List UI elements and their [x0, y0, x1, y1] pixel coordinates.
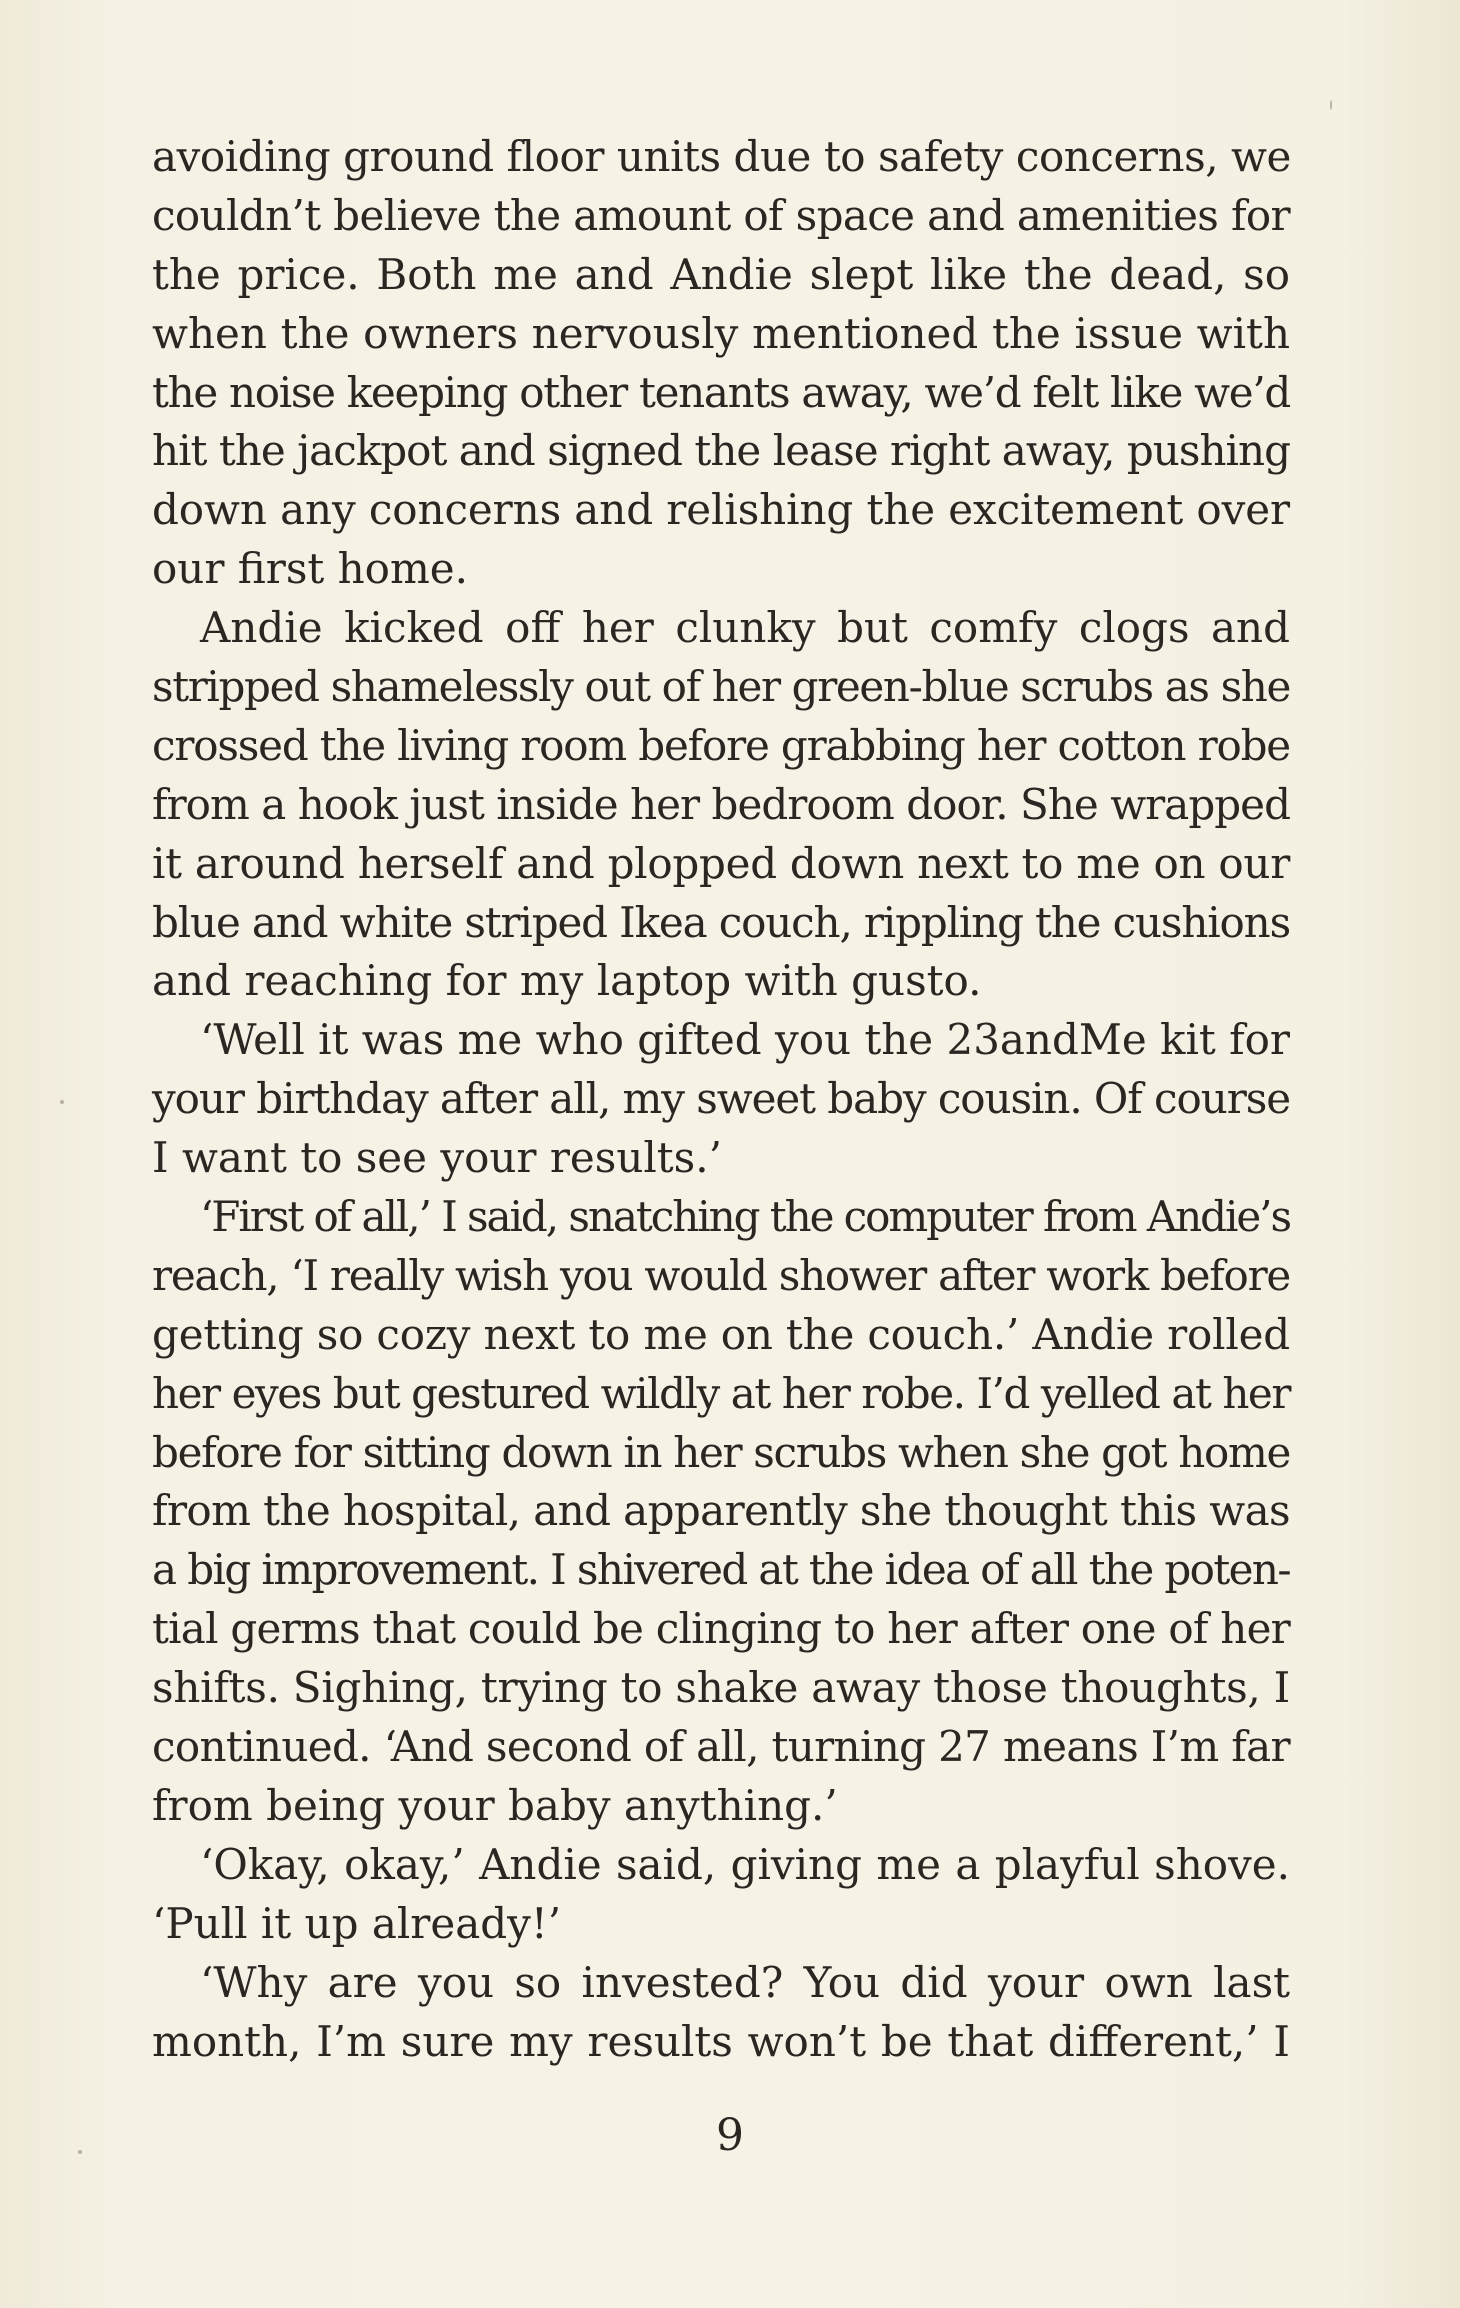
paper-speck: [60, 1100, 64, 1104]
text-line: a big improvement. I shivered at the idea of all the poten-: [152, 1545, 1290, 1595]
text-line: ‘Well it was me who gifted you the 23andMe kit for: [200, 1015, 1290, 1065]
text-line: reach, ‘I really wish you would shower after work before: [152, 1250, 1290, 1300]
text-line: ‘Okay, okay,’ Andie said, giving me a playful shove.: [200, 1839, 1290, 1889]
text-line: ‘Why are you so invested? You did your own last: [200, 1957, 1290, 2007]
text-line: your birthday after all, my sweet baby cousin. Of course: [152, 1074, 1290, 1124]
text-line: from being your baby anything.’: [152, 1780, 838, 1830]
text-line: our first home.: [152, 544, 469, 594]
text-line: blue and white striped Ikea couch, rippling the cushions: [152, 897, 1290, 947]
paper-speck: [1330, 100, 1332, 110]
page-number: 9: [716, 2110, 744, 2161]
text-line: month, I’m sure my results won’t be that different,’ I: [152, 2016, 1290, 2066]
text-line: crossed the living room before grabbing her cotton robe: [152, 720, 1290, 770]
text-line: continued. ‘And second of all, turning 27 means I’m far: [152, 1722, 1290, 1772]
text-line: ‘Pull it up already!’: [152, 1898, 562, 1948]
text-line: the noise keeping other tenants away, we’d felt like we’d: [152, 367, 1290, 417]
text-line: ‘First of all,’ I said, snatching the computer from Andie’s: [200, 1192, 1290, 1242]
text-line: I want to see your results.’: [152, 1133, 722, 1183]
text-line: down any concerns and relishing the excitement over: [152, 485, 1290, 535]
paper-speck: [78, 2150, 82, 2154]
text-line: when the owners nervously mentioned the issue with: [152, 308, 1290, 358]
text-line: couldn’t believe the amount of space and amenities for: [152, 190, 1290, 240]
text-line: tial germs that could be clinging to her after one of her: [152, 1604, 1290, 1654]
text-line: stripped shamelessly out of her green-blue scrubs as she: [152, 662, 1290, 712]
text-line: avoiding ground floor units due to safety concerns, we: [152, 132, 1291, 181]
text-line: from a hook just inside her bedroom door. She wrapped: [152, 779, 1290, 829]
body-text: [152, 128, 1290, 2071]
text-line: getting so cozy next to me on the couch.’ Andie rolled: [152, 1309, 1290, 1359]
text-line: before for sitting down in her scrubs when she got home: [152, 1427, 1290, 1477]
text-line: and reaching for my laptop with gusto.: [152, 956, 982, 1006]
text-line: hit the jackpot and signed the lease right away, pushing: [152, 426, 1290, 476]
text-line: Andie kicked off her clunky but comfy clogs and: [200, 603, 1290, 653]
text-line: the price. Both me and Andie slept like the dead, so: [152, 249, 1290, 299]
text-line: it around herself and plopped down next to me on our: [152, 838, 1290, 888]
text-line: shifts. Sighing, trying to shake away those thoughts, I: [152, 1663, 1290, 1713]
text-line: her eyes but gestured wildly at her robe. I’d yelled at her: [152, 1368, 1290, 1418]
text-line: from the hospital, and apparently she thought this was: [152, 1486, 1290, 1536]
